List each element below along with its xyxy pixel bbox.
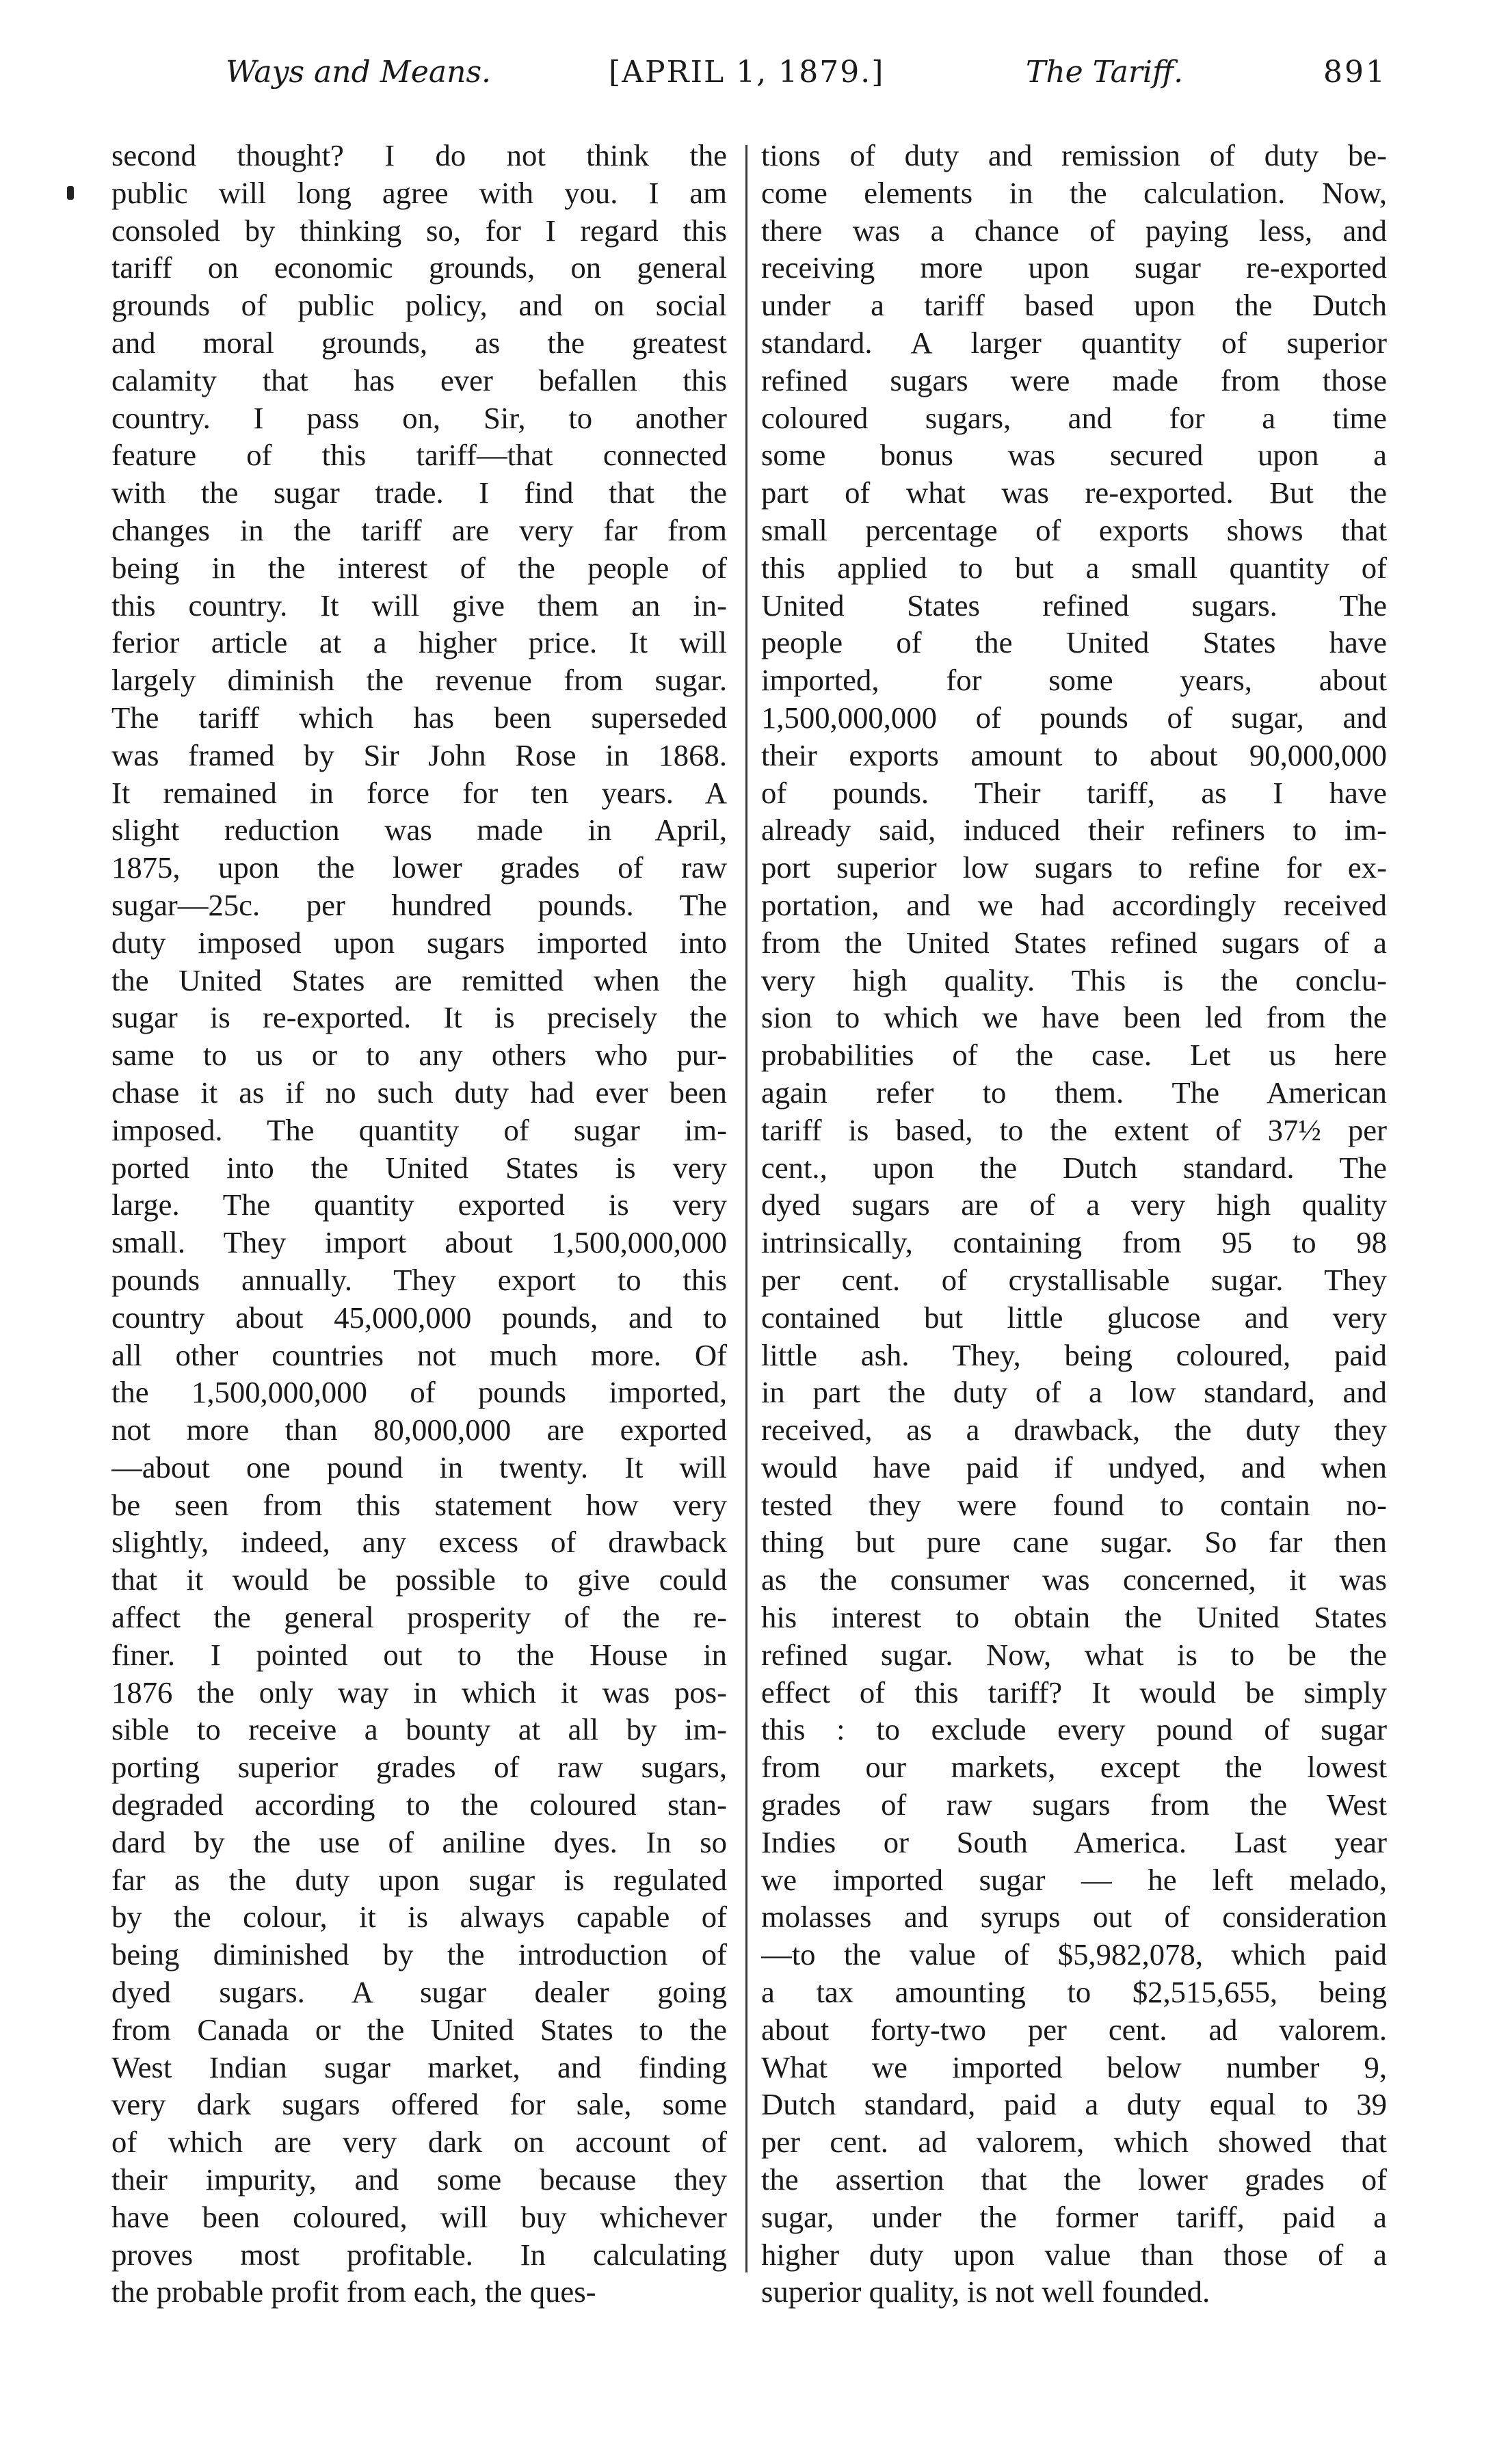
text-line-content: same to us or to any others who pur- (111, 1038, 727, 1073)
text-line-content: and moral grounds, as the greatest (111, 325, 727, 360)
text-line-content: ferior article at a higher price. It will (111, 625, 727, 660)
text-line-content: —to the value of $5,982,078, which paid (761, 1937, 1387, 1972)
text-line-content: dyed sugars are of a very high quality (761, 1188, 1387, 1222)
text-line-content: that it would be possible to give could (111, 1562, 727, 1597)
text-line (761, 1411, 1387, 1449)
text-line-content: —about one pound in twenty. It will (111, 1450, 727, 1484)
text-line (111, 1374, 727, 1411)
text-line (111, 174, 727, 212)
text-line (761, 1374, 1387, 1411)
text-line (111, 362, 727, 399)
text-line-content: dyed sugars. A sugar dealer going (111, 1975, 727, 2010)
text-line (111, 1974, 727, 2011)
text-line (761, 699, 1387, 737)
text-line-content: sugar, under the former tariff, paid a (761, 2199, 1387, 2234)
text-line (761, 1599, 1387, 1636)
text-line (111, 1411, 727, 1449)
text-line-content: tested they were found to contain no- (761, 1487, 1387, 1522)
text-line-content: small percentage of exports shows that (761, 512, 1387, 547)
text-line-content: proves most profitable. In calculating (111, 2237, 727, 2272)
text-line (761, 1824, 1387, 1861)
text-line-content: ported into the United States is very (111, 1150, 727, 1185)
text-line (111, 2049, 727, 2086)
text-line-content: tariff is based, to the extent of 37½ per (761, 1112, 1387, 1147)
text-line (761, 1486, 1387, 1524)
text-line (111, 999, 727, 1036)
text-line-content: as the consumer was concerned, it was (761, 1562, 1387, 1597)
text-line (111, 849, 727, 887)
text-line (111, 1936, 727, 1974)
text-line-content: intrinsically, containing from 95 to 98 (761, 1225, 1387, 1260)
text-line (111, 924, 727, 962)
text-line-content: under a tariff based upon the Dutch (761, 288, 1387, 323)
left-column (111, 137, 727, 2311)
text-line-content: second thought? I do not think the (111, 138, 727, 172)
text-line-content: superior quality, is not well founded. (761, 2275, 1210, 2309)
text-line-content: sible to receive a bounty at all by im- (111, 1712, 727, 1747)
text-line-content: being in the interest of the people of (111, 550, 727, 585)
text-line-content: The tariff which has been superseded (111, 700, 727, 735)
text-line (111, 212, 727, 250)
text-line (111, 774, 727, 812)
text-line-content: about forty-two per cent. ad valorem. (761, 2012, 1387, 2047)
text-line (111, 137, 727, 174)
text-line (111, 1599, 727, 1636)
text-line (111, 1449, 727, 1486)
text-line-content: grades of raw sugars from the West (761, 1787, 1387, 1822)
text-line-content: largely diminish the revenue from sugar. (111, 663, 727, 698)
text-line-content: not more than 80,000,000 are exported (111, 1413, 727, 1447)
text-line (761, 1112, 1387, 1149)
text-line (111, 2199, 727, 2236)
text-line-content: slightly, indeed, any excess of drawback (111, 1525, 727, 1560)
text-line (761, 1974, 1387, 2011)
text-line-content: United States refined sugars. The (761, 588, 1387, 622)
text-line (761, 999, 1387, 1036)
text-line-content: all other countries not much more. Of (111, 1337, 727, 1372)
text-line-content: imported, for some years, about (761, 663, 1387, 698)
text-line-content: this applied to but a small quantity of (761, 550, 1387, 585)
text-line-content: public will long agree with you. I am (111, 175, 727, 210)
text-line (761, 324, 1387, 362)
text-line (111, 1824, 727, 1861)
text-line-content: 1876 the only way in which it was pos- (111, 1675, 727, 1709)
text-line-content: received, as a drawback, the duty they (761, 1413, 1387, 1447)
text-line-content: duty imposed upon sugars imported into (111, 925, 727, 960)
text-line (761, 287, 1387, 324)
text-line (111, 249, 727, 287)
text-line-content: calamity that has ever befallen this (111, 363, 727, 397)
text-line (761, 2161, 1387, 2199)
text-line (761, 661, 1387, 699)
text-line-content: pounds annually. They export to this (111, 1262, 727, 1297)
text-line-content: degraded according to the coloured stan- (111, 1787, 727, 1822)
text-line-content: already said, induced their refiners to im- (761, 813, 1387, 848)
text-line-content: his interest to obtain the United States (761, 1600, 1387, 1635)
text-line-content: per cent. of crystallisable sugar. They (761, 1262, 1387, 1297)
text-line-content: It remained in force for ten years. A (111, 775, 727, 810)
text-line-content: very dark sugars offered for sale, some (111, 2087, 727, 2122)
text-line (111, 1786, 727, 1824)
text-line (111, 399, 727, 437)
text-line-content: their impurity, and some because they (111, 2162, 727, 2197)
text-line (761, 474, 1387, 512)
text-line-content: have been coloured, will buy whichever (111, 2199, 727, 2234)
text-line (111, 587, 727, 625)
running-head (226, 53, 1388, 101)
text-line (111, 1337, 727, 1374)
text-line-content: be seen from this statement how very (111, 1487, 727, 1522)
text-line (111, 1898, 727, 1936)
text-line (111, 2161, 727, 2199)
text-line (111, 699, 727, 737)
text-line (111, 549, 727, 587)
text-line-content: 1,500,000,000 of pounds of sugar, and (761, 700, 1387, 735)
text-line-content: molasses and syrups out of consideration (761, 1900, 1387, 1935)
text-line-content: affect the general prosperity of the re- (111, 1600, 727, 1635)
text-line-content: sugar is re-exported. It is precisely the (111, 1000, 727, 1035)
text-line (761, 1337, 1387, 1374)
running-head-date: [APRIL 1, 1879.] (609, 55, 885, 90)
text-line-content: being diminished by the introduction of (111, 1937, 727, 1972)
text-line (761, 1261, 1387, 1299)
text-line (111, 436, 727, 474)
text-line-content: standard. A larger quantity of superior (761, 325, 1387, 360)
text-line (111, 1036, 727, 1074)
text-line (111, 1674, 727, 1712)
text-line-content: port superior low sugars to refine for ex- (761, 850, 1387, 885)
text-line (761, 1636, 1387, 1674)
page-number: 891 (1323, 55, 1387, 90)
text-line-content: finer. I pointed out to the House in (111, 1637, 727, 1672)
text-line-content: little ash. They, being coloured, paid (761, 1337, 1387, 1372)
running-head-section: Ways and Means. (226, 55, 492, 90)
text-line (111, 624, 727, 661)
text-line-content: small. They import about 1,500,000,000 (111, 1225, 727, 1260)
text-line (761, 624, 1387, 661)
text-line-content: 1875, upon the lower grades of raw (111, 850, 727, 885)
text-line-content: with the sugar trade. I find that the (111, 475, 727, 510)
text-line-content: this country. It will give them an in- (111, 588, 727, 622)
text-line-content: probabilities of the case. Let us here (761, 1038, 1387, 1073)
text-line (761, 137, 1387, 174)
text-line (111, 1486, 727, 1524)
text-line-content: again refer to them. The American (761, 1075, 1387, 1110)
text-line (111, 1299, 727, 1337)
text-line (761, 774, 1387, 812)
text-line-content: from the United States refined sugars of a (761, 925, 1387, 960)
text-line (761, 1748, 1387, 1786)
text-line-content: sion to which we have been led from the (761, 1000, 1387, 1035)
text-line (111, 1523, 727, 1561)
text-line-content: country about 45,000,000 pounds, and to (111, 1300, 727, 1335)
text-line (111, 287, 727, 324)
text-line-content: dard by the use of aniline dyes. In so (111, 1824, 727, 1859)
text-line (761, 2236, 1387, 2274)
text-line (761, 1936, 1387, 1974)
text-line (761, 1898, 1387, 1936)
text-line (111, 811, 727, 849)
text-line (111, 887, 727, 924)
text-line-content: part of what was re-exported. But the (761, 475, 1387, 510)
text-line (761, 849, 1387, 887)
text-line-content: tions of duty and remission of duty be- (761, 138, 1387, 172)
text-line (761, 1299, 1387, 1337)
text-line-content: people of the United States have (761, 625, 1387, 660)
text-line (111, 1711, 727, 1748)
text-line (761, 249, 1387, 287)
text-line (761, 2086, 1387, 2123)
text-line-content: refined sugars were made from those (761, 363, 1387, 397)
text-line (111, 661, 727, 699)
text-line (111, 474, 727, 512)
text-line (111, 962, 727, 999)
text-line (761, 924, 1387, 962)
text-line (761, 2123, 1387, 2161)
text-line-content: far as the duty upon sugar is regulated (111, 1862, 727, 1897)
text-line (111, 1861, 727, 1899)
text-line (111, 2011, 727, 2049)
text-line-content: effect of this tariff? It would be simply (761, 1675, 1387, 1709)
text-line-content: country. I pass on, Sir, to another (111, 400, 727, 435)
text-line-content: consoled by thinking so, for I regard this (111, 213, 727, 248)
text-line (761, 1786, 1387, 1824)
text-line-content: some bonus was secured upon a (761, 438, 1387, 473)
text-line (761, 436, 1387, 474)
text-line (761, 1074, 1387, 1112)
text-line-content: from our markets, except the lowest (761, 1750, 1387, 1785)
text-line (761, 1561, 1387, 1599)
text-line-content: imposed. The quantity of sugar im- (111, 1112, 727, 1147)
text-line-content: feature of this tariff—that connected (111, 438, 727, 473)
text-line-content: come elements in the calculation. Now, (761, 175, 1387, 210)
text-line-content: was framed by Sir John Rose in 1868. (111, 737, 727, 772)
text-line (761, 1449, 1387, 1486)
margin-mark (67, 186, 74, 200)
text-line-content: of pounds. Their tariff, as I have (761, 775, 1387, 810)
text-line-content: their exports amount to about 90,000,000 (761, 737, 1387, 772)
text-line-content: the 1,500,000,000 of pounds imported, (111, 1375, 727, 1410)
column-divider (745, 145, 747, 2272)
text-line (761, 2011, 1387, 2049)
text-line-content: receiving more upon sugar re-exported (761, 250, 1387, 285)
text-line (111, 1224, 727, 1261)
text-line-content: by the colour, it is always capable of (111, 1900, 727, 1935)
text-line (761, 399, 1387, 437)
text-line (761, 2199, 1387, 2236)
text-line (111, 1261, 727, 1299)
text-line (761, 1861, 1387, 1899)
text-line-content: coloured sugars, and for a time (761, 400, 1387, 435)
text-line-content: a tax amounting to $2,515,655, being (761, 1975, 1387, 2010)
text-line-content: the probable profit from each, the ques- (111, 2275, 596, 2309)
text-line-content: refined sugar. Now, what is to be the (761, 1637, 1387, 1672)
text-line (111, 1149, 727, 1187)
text-line (111, 324, 727, 362)
text-line (761, 174, 1387, 212)
text-line-content: of which are very dark on account of (111, 2125, 727, 2160)
text-line (761, 1224, 1387, 1261)
text-line-content: Indies or South America. Last year (761, 1824, 1387, 1859)
text-line-content: portation, and we had accordingly received (761, 887, 1387, 922)
text-line (111, 2086, 727, 2123)
text-line-content: the United States are remitted when the (111, 962, 727, 997)
text-line (761, 212, 1387, 250)
text-line (111, 2123, 727, 2161)
text-line-content: in part the duty of a low standard, and (761, 1375, 1387, 1410)
text-line (761, 962, 1387, 999)
text-line-content: changes in the tariff are very far from (111, 512, 727, 547)
text-line-content: What we imported below number 9, (761, 2049, 1387, 2084)
text-line (761, 1711, 1387, 1748)
text-line (761, 587, 1387, 625)
text-line (761, 1036, 1387, 1074)
text-line-content: very high quality. This is the conclu- (761, 962, 1387, 997)
text-line-content: large. The quantity exported is very (111, 1188, 727, 1222)
text-line-content: would have paid if undyed, and when (761, 1450, 1387, 1484)
text-line-content: slight reduction was made in April, (111, 813, 727, 848)
text-line (761, 811, 1387, 849)
text-line (761, 549, 1387, 587)
text-line-content: we imported sugar — he left melado, (761, 1862, 1387, 1897)
text-line (111, 1186, 727, 1224)
text-line-content: contained but little glucose and very (761, 1300, 1387, 1335)
text-line (111, 1561, 727, 1599)
text-line (111, 2236, 727, 2274)
text-line (111, 512, 727, 549)
text-line (761, 1186, 1387, 1224)
text-line-content: West Indian sugar market, and finding (111, 2049, 727, 2084)
text-line (761, 1523, 1387, 1561)
text-line (111, 1112, 727, 1149)
text-line (761, 2273, 1387, 2311)
text-line (761, 512, 1387, 549)
text-line (111, 2273, 727, 2311)
text-line-content: per cent. ad valorem, which showed that (761, 2125, 1387, 2160)
text-line-content: thing but pure cane sugar. So far then (761, 1525, 1387, 1560)
right-column (761, 137, 1387, 2311)
text-line (111, 1636, 727, 1674)
text-line-content: tariff on economic grounds, on general (111, 250, 727, 285)
text-line-content: Dutch standard, paid a duty equal to 39 (761, 2087, 1387, 2122)
text-line-content: there was a chance of paying less, and (761, 213, 1387, 248)
text-line (761, 887, 1387, 924)
text-line (111, 1748, 727, 1786)
text-line-content: porting superior grades of raw sugars, (111, 1750, 727, 1785)
text-line (761, 737, 1387, 774)
text-line-content: higher duty upon value than those of a (761, 2237, 1387, 2272)
text-line-content: chase it as if no such duty had ever been (111, 1075, 727, 1110)
text-line-content: from Canada or the United States to the (111, 2012, 727, 2047)
text-line (761, 1149, 1387, 1187)
text-line (111, 737, 727, 774)
text-line (761, 1674, 1387, 1712)
text-line-content: grounds of public policy, and on social (111, 288, 727, 323)
running-head-topic: The Tariff. (1026, 55, 1184, 90)
text-line (111, 1074, 727, 1112)
text-line (761, 2049, 1387, 2086)
text-line (761, 362, 1387, 399)
text-line-content: sugar—25c. per hundred pounds. The (111, 887, 727, 922)
text-line-content: this : to exclude every pound of sugar (761, 1712, 1387, 1747)
text-line-content: the assertion that the lower grades of (761, 2162, 1387, 2197)
text-line-content: cent., upon the Dutch standard. The (761, 1150, 1387, 1185)
